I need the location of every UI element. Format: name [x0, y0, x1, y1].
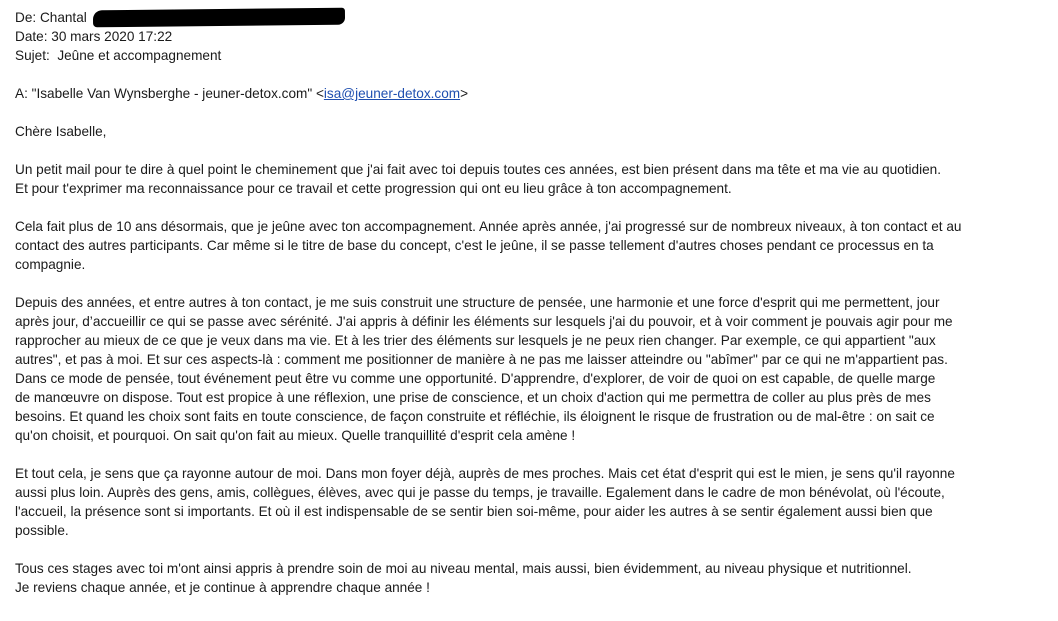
from-name: Chantal: [39, 10, 87, 25]
paragraph-line: après jour, d’accueillir ce qui se passe avec sérénité. J'ai appris à définir les éléments sur lesquels j'ai du pouvoir, et à voir comment je pouvais agir pour me: [15, 314, 953, 329]
paragraph-line: qu'on choisit, et pourquoi. On sait qu'on fait au mieux. Quelle tranquillité d'esprit cela amène !: [15, 428, 576, 443]
greeting: Chère Isabelle,: [15, 124, 107, 139]
paragraph-line: compagnie.: [15, 257, 86, 272]
paragraph-line: Je reviens chaque année, et je continue à apprendre chaque année !: [15, 580, 430, 595]
paragraph-line: Tous ces stages avec toi m'ont ainsi appris à prendre soin de moi au niveau mental, mais aussi, bien évidemment, au niveau physique et nutritionnel.: [15, 561, 912, 576]
paragraph-line: possible.: [15, 523, 69, 538]
to-label: A:: [15, 86, 28, 101]
paragraph-4: [15, 464, 1045, 540]
paragraph-1: [15, 160, 1045, 198]
paragraph-line: Dans ce mode de pensée, tout événement peut être vu comme une opportunité. D'apprendre, d'explorer, de voir de quoi on est capable, de quelle marge: [15, 371, 936, 386]
email-message: [15, 8, 1045, 597]
subject-line: [15, 46, 1045, 65]
paragraph-line: Et pour t'exprimer ma reconnaissance pour ce travail et cette progression qui ont eu lieu grâce à ton accompagnement.: [15, 181, 732, 196]
paragraph-line: de manœuvre on dispose. Tout est propice à une réflexion, une prise de conscience, et un choix d'action qui me permettra de coller au plus près de mes: [15, 390, 931, 405]
from-line: [15, 8, 1045, 27]
date-label: Date:: [15, 29, 48, 44]
paragraph-line: Un petit mail pour te dire à quel point le cheminement que j'ai fait avec toi depuis toutes ces années, est bien présent dans ma tête et ma vie au quotidien.: [15, 162, 942, 177]
date-line: [15, 27, 1045, 46]
paragraph-line: autres", et pas à moi. Et sur ces aspects-là : comment me positionner de manière à ne pas me laisser atteindre ou "abîmer" par ce qui ne m'appartient pas.: [15, 352, 948, 367]
date-value: 30 mars 2020 17:22: [51, 29, 173, 44]
paragraph-2: [15, 217, 1045, 274]
paragraph-line: l'accueil, la présence sont si importants. Et où il est indispensable de se sentir bien soi-même, pour aider les autres à se sentir également aussi bien que: [15, 504, 933, 519]
from-label: De:: [15, 10, 37, 25]
paragraph-line: Cela fait plus de 10 ans désormais, que je jeûne avec ton accompagnement. Année après année, j'ai progressé sur de nombreux niveaux, à ton contact et au: [15, 219, 962, 234]
paragraph-5: [15, 559, 1045, 597]
paragraph-line: Et tout cela, je sens que ça rayonne autour de moi. Dans mon foyer déjà, auprès de mes proches. Mais cet état d'esprit qui est le mien, je sens qu'il rayonne: [15, 466, 955, 481]
paragraph-3: [15, 293, 1045, 445]
subject-value: Jeûne et accompagnement: [57, 48, 222, 63]
paragraph-line: contact des autres participants. Car même si le titre de base du concept, c'est le jeûne, il se passe tellement d'autres choses pendant ce processus en ta: [15, 238, 934, 253]
paragraph-line: rapprocher au mieux de ce que je veux dans ma vie. Et à les trier des éléments sur lesquels je ne peux rien changer. Par exemple, ce qui appartient "aux: [15, 333, 936, 348]
redaction-mark: [92, 8, 344, 28]
recipient-email-link[interactable]: isa@jeuner-detox.com: [323, 86, 461, 101]
to-name: "Isabelle Van Wynsberghe - jeuner-detox.com": [31, 86, 313, 101]
paragraph-line: besoins. Et quand les choix sont faits en toute conscience, de façon construite et réfléchie, ils éloignent le risque de frustration ou de mal-être : on sait ce: [15, 409, 935, 424]
subject-label: Sujet:: [15, 48, 50, 63]
paragraph-line: aussi plus loin. Auprès des gens, amis, collègues, élèves, avec qui je passe du temps, je travaille. Egalement dans le cadre de mon bénévolat, où l'écoute,: [15, 485, 945, 500]
paragraph-line: Depuis des années, et entre autres à ton contact, je me suis construit une structure de pensée, une harmonie et une force d'esprit qui me permettent, jour: [15, 295, 940, 310]
to-line: A: "Isabelle Van Wynsberghe - jeuner-detox.com" <isa@jeuner-detox.com>: [15, 86, 469, 101]
